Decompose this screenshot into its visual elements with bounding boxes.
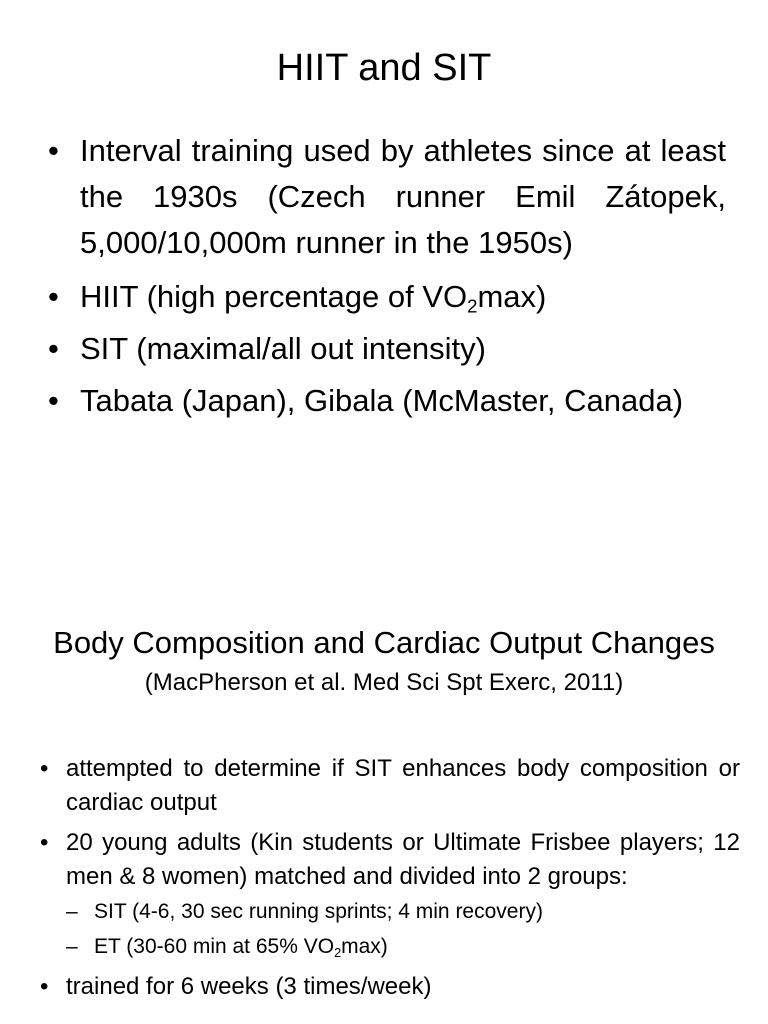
bullet-list (48, 128, 726, 432)
list-item (48, 326, 726, 372)
slide-title: HIIT and SIT (276, 47, 492, 89)
sub-bullet-text: ET (30-60 min at 65% $VO_2\max$) (94, 935, 388, 960)
sub-list-item (66, 894, 740, 929)
sub-list-item (66, 929, 740, 964)
bullet-marker: • (40, 829, 49, 856)
bullet-marker: • (48, 279, 59, 314)
list-item (48, 378, 726, 424)
list-item (48, 128, 726, 266)
bullet-text: trained for 6 weeks (3 times/week) (66, 973, 432, 1000)
bullet-text: attempted to determine if SIT enhances body composition or cardiac output (66, 755, 740, 816)
bullet-text: Interval training used by athletes since at least the 1930s (Czech runner Emil Zátopek, 5,000/10,000m runner in the 1950s) (80, 133, 726, 260)
bullet-marker: • (40, 973, 49, 1000)
bullet-marker: • (48, 383, 59, 418)
sub-bullet-text: SIT (4-6, 30 sec running sprints; 4 min recovery) (94, 900, 543, 923)
bullet-marker: • (48, 133, 59, 168)
bullet-text: SIT (maximal/all out intensity) (80, 331, 486, 366)
bullet-marker: • (48, 331, 59, 366)
citation: (MacPherson et al. Med Sci Spt Exerc, 2011) (144, 669, 624, 696)
bullet-list (40, 752, 740, 1010)
list-item (40, 752, 740, 820)
bullet-text: Tabata (Japan), Gibala (McMaster, Canada) (80, 383, 684, 418)
list-item (40, 970, 740, 1004)
bullet-text: 20 young adults (Kin students or Ultimate Frisbee players; 12 men & 8 women) matched and divided into 2 groups: (66, 829, 740, 890)
dash-marker: – (66, 935, 78, 958)
bullet-marker: • (40, 755, 49, 782)
dash-marker: – (66, 900, 78, 923)
section-title: Body Composition and Cardiac Output Changes (53, 625, 715, 660)
list-item (48, 274, 726, 320)
bullet-text: HIIT (high percentage of $VO_2\max$) (80, 279, 547, 317)
sub-list (66, 894, 740, 964)
list-item (40, 826, 740, 964)
